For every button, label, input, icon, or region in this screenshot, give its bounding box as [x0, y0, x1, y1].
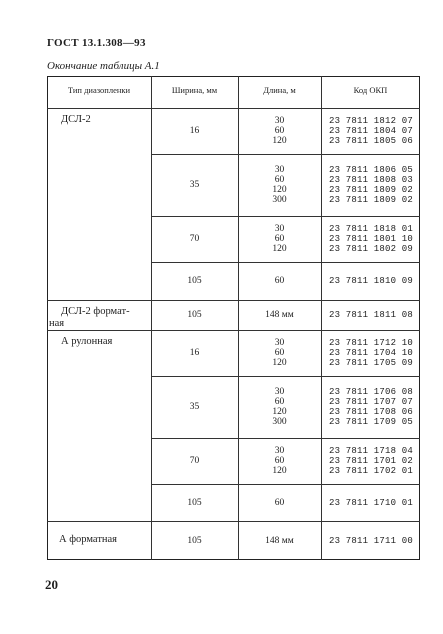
okp-codes	[329, 165, 418, 205]
length-value: 300	[272, 417, 287, 427]
okp-codes	[329, 116, 418, 146]
row-divider	[47, 300, 420, 301]
diazo-type	[59, 534, 147, 546]
width-value: 105	[187, 498, 202, 508]
length-value: 30	[274, 116, 285, 126]
row-divider	[151, 216, 420, 217]
length-values	[238, 498, 321, 508]
length-value: 120	[272, 407, 287, 417]
length-value: 30	[274, 446, 285, 456]
length-values	[238, 276, 321, 286]
okp-code: 23 7811 1805 06	[329, 136, 414, 146]
diazo-type	[49, 306, 149, 330]
width-value: 105	[187, 310, 202, 320]
row-divider	[151, 154, 420, 155]
length-value: 148 мм	[265, 310, 294, 320]
row-divider	[151, 484, 420, 485]
length-value: 60	[274, 175, 285, 185]
column-header: Ширина, мм	[171, 85, 218, 95]
length-value: 120	[272, 244, 287, 254]
length-value: 60	[274, 456, 285, 466]
length-values	[238, 536, 321, 546]
length-value: 120	[272, 136, 287, 146]
table-caption: Окончание таблицы А.1	[47, 60, 160, 72]
column-header: Длина, м	[263, 85, 296, 95]
okp-code: 23 7811 1712 10	[329, 338, 414, 348]
okp-code: 23 7811 1808 03	[329, 175, 414, 185]
length-value: 120	[272, 185, 287, 195]
okp-code: 23 7811 1809 02	[329, 185, 414, 195]
length-values	[238, 338, 321, 368]
header-divider	[47, 108, 420, 109]
okp-code: 23 7811 1801 10	[329, 234, 414, 244]
okp-code: 23 7811 1710 01	[329, 498, 414, 508]
length-value: 30	[274, 338, 285, 348]
length-value: 30	[274, 165, 285, 175]
width-value: 35	[189, 180, 200, 190]
okp-code: 23 7811 1804 07	[329, 126, 414, 136]
column-header: Тип диазопленки	[67, 85, 131, 95]
okp-codes	[329, 387, 418, 427]
diazo-type-line: А рулонная	[61, 336, 113, 347]
okp-code: 23 7811 1806 05	[329, 165, 414, 175]
okp-code: 23 7811 1811 08	[329, 310, 414, 320]
row-divider	[47, 330, 420, 331]
length-values	[238, 224, 321, 254]
okp-codes	[329, 224, 418, 254]
diazo-type-line: ДСЛ-2 формат-	[61, 306, 130, 317]
width-value: 16	[189, 126, 200, 136]
length-values	[238, 446, 321, 476]
okp-code: 23 7811 1708 06	[329, 407, 414, 417]
length-value: 60	[274, 348, 285, 358]
width-value: 105	[187, 276, 202, 286]
okp-codes	[329, 536, 418, 546]
diazo-type	[61, 114, 149, 126]
okp-code: 23 7811 1707 07	[329, 397, 414, 407]
okp-code: 23 7811 1711 00	[329, 536, 414, 546]
length-value: 60	[274, 397, 285, 407]
width-value: 35	[189, 402, 200, 412]
length-value: 120	[272, 466, 287, 476]
length-value: 30	[274, 224, 285, 234]
column-divider	[321, 76, 322, 560]
length-value: 60	[274, 498, 285, 508]
length-value: 148 мм	[265, 536, 294, 546]
diazo-type	[61, 336, 149, 348]
diazo-type-line: А форматная	[59, 534, 118, 545]
length-value: 60	[274, 126, 285, 136]
row-divider	[47, 521, 420, 522]
length-value: 60	[274, 234, 285, 244]
okp-code: 23 7811 1809 02	[329, 195, 414, 205]
length-value: 60	[274, 276, 285, 286]
okp-codes	[329, 446, 418, 476]
length-value: 30	[274, 387, 285, 397]
okp-code: 23 7811 1704 10	[329, 348, 414, 358]
length-value: 300	[272, 195, 287, 205]
column-header: Код ОКП	[353, 85, 388, 95]
row-divider	[151, 438, 420, 439]
length-value: 120	[272, 358, 287, 368]
okp-code: 23 7811 1701 02	[329, 456, 414, 466]
diazo-type-line: ДСЛ-2	[61, 114, 91, 125]
diazo-type-line: ная	[49, 318, 65, 329]
page-number: 20	[45, 577, 58, 592]
page-header: ГОСТ 13.1.308—93	[47, 37, 146, 49]
okp-code: 23 7811 1718 04	[329, 446, 414, 456]
length-values	[238, 310, 321, 320]
okp-codes	[329, 338, 418, 368]
okp-codes	[329, 498, 418, 508]
okp-code: 23 7811 1812 07	[329, 116, 414, 126]
okp-code: 23 7811 1706 08	[329, 387, 414, 397]
width-value: 70	[189, 456, 200, 466]
row-divider	[151, 262, 420, 263]
okp-code: 23 7811 1709 05	[329, 417, 414, 427]
length-values	[238, 116, 321, 146]
okp-code: 23 7811 1705 09	[329, 358, 414, 368]
okp-code: 23 7811 1810 09	[329, 276, 414, 286]
length-values	[238, 387, 321, 427]
width-value: 16	[189, 348, 200, 358]
okp-code: 23 7811 1818 01	[329, 224, 414, 234]
row-divider	[151, 376, 420, 377]
width-value: 105	[187, 536, 202, 546]
width-value: 70	[189, 234, 200, 244]
length-values	[238, 165, 321, 205]
okp-table	[47, 76, 420, 546]
okp-codes	[329, 310, 418, 320]
okp-code: 23 7811 1802 09	[329, 244, 414, 254]
okp-code: 23 7811 1702 01	[329, 466, 414, 476]
okp-codes	[329, 276, 418, 286]
